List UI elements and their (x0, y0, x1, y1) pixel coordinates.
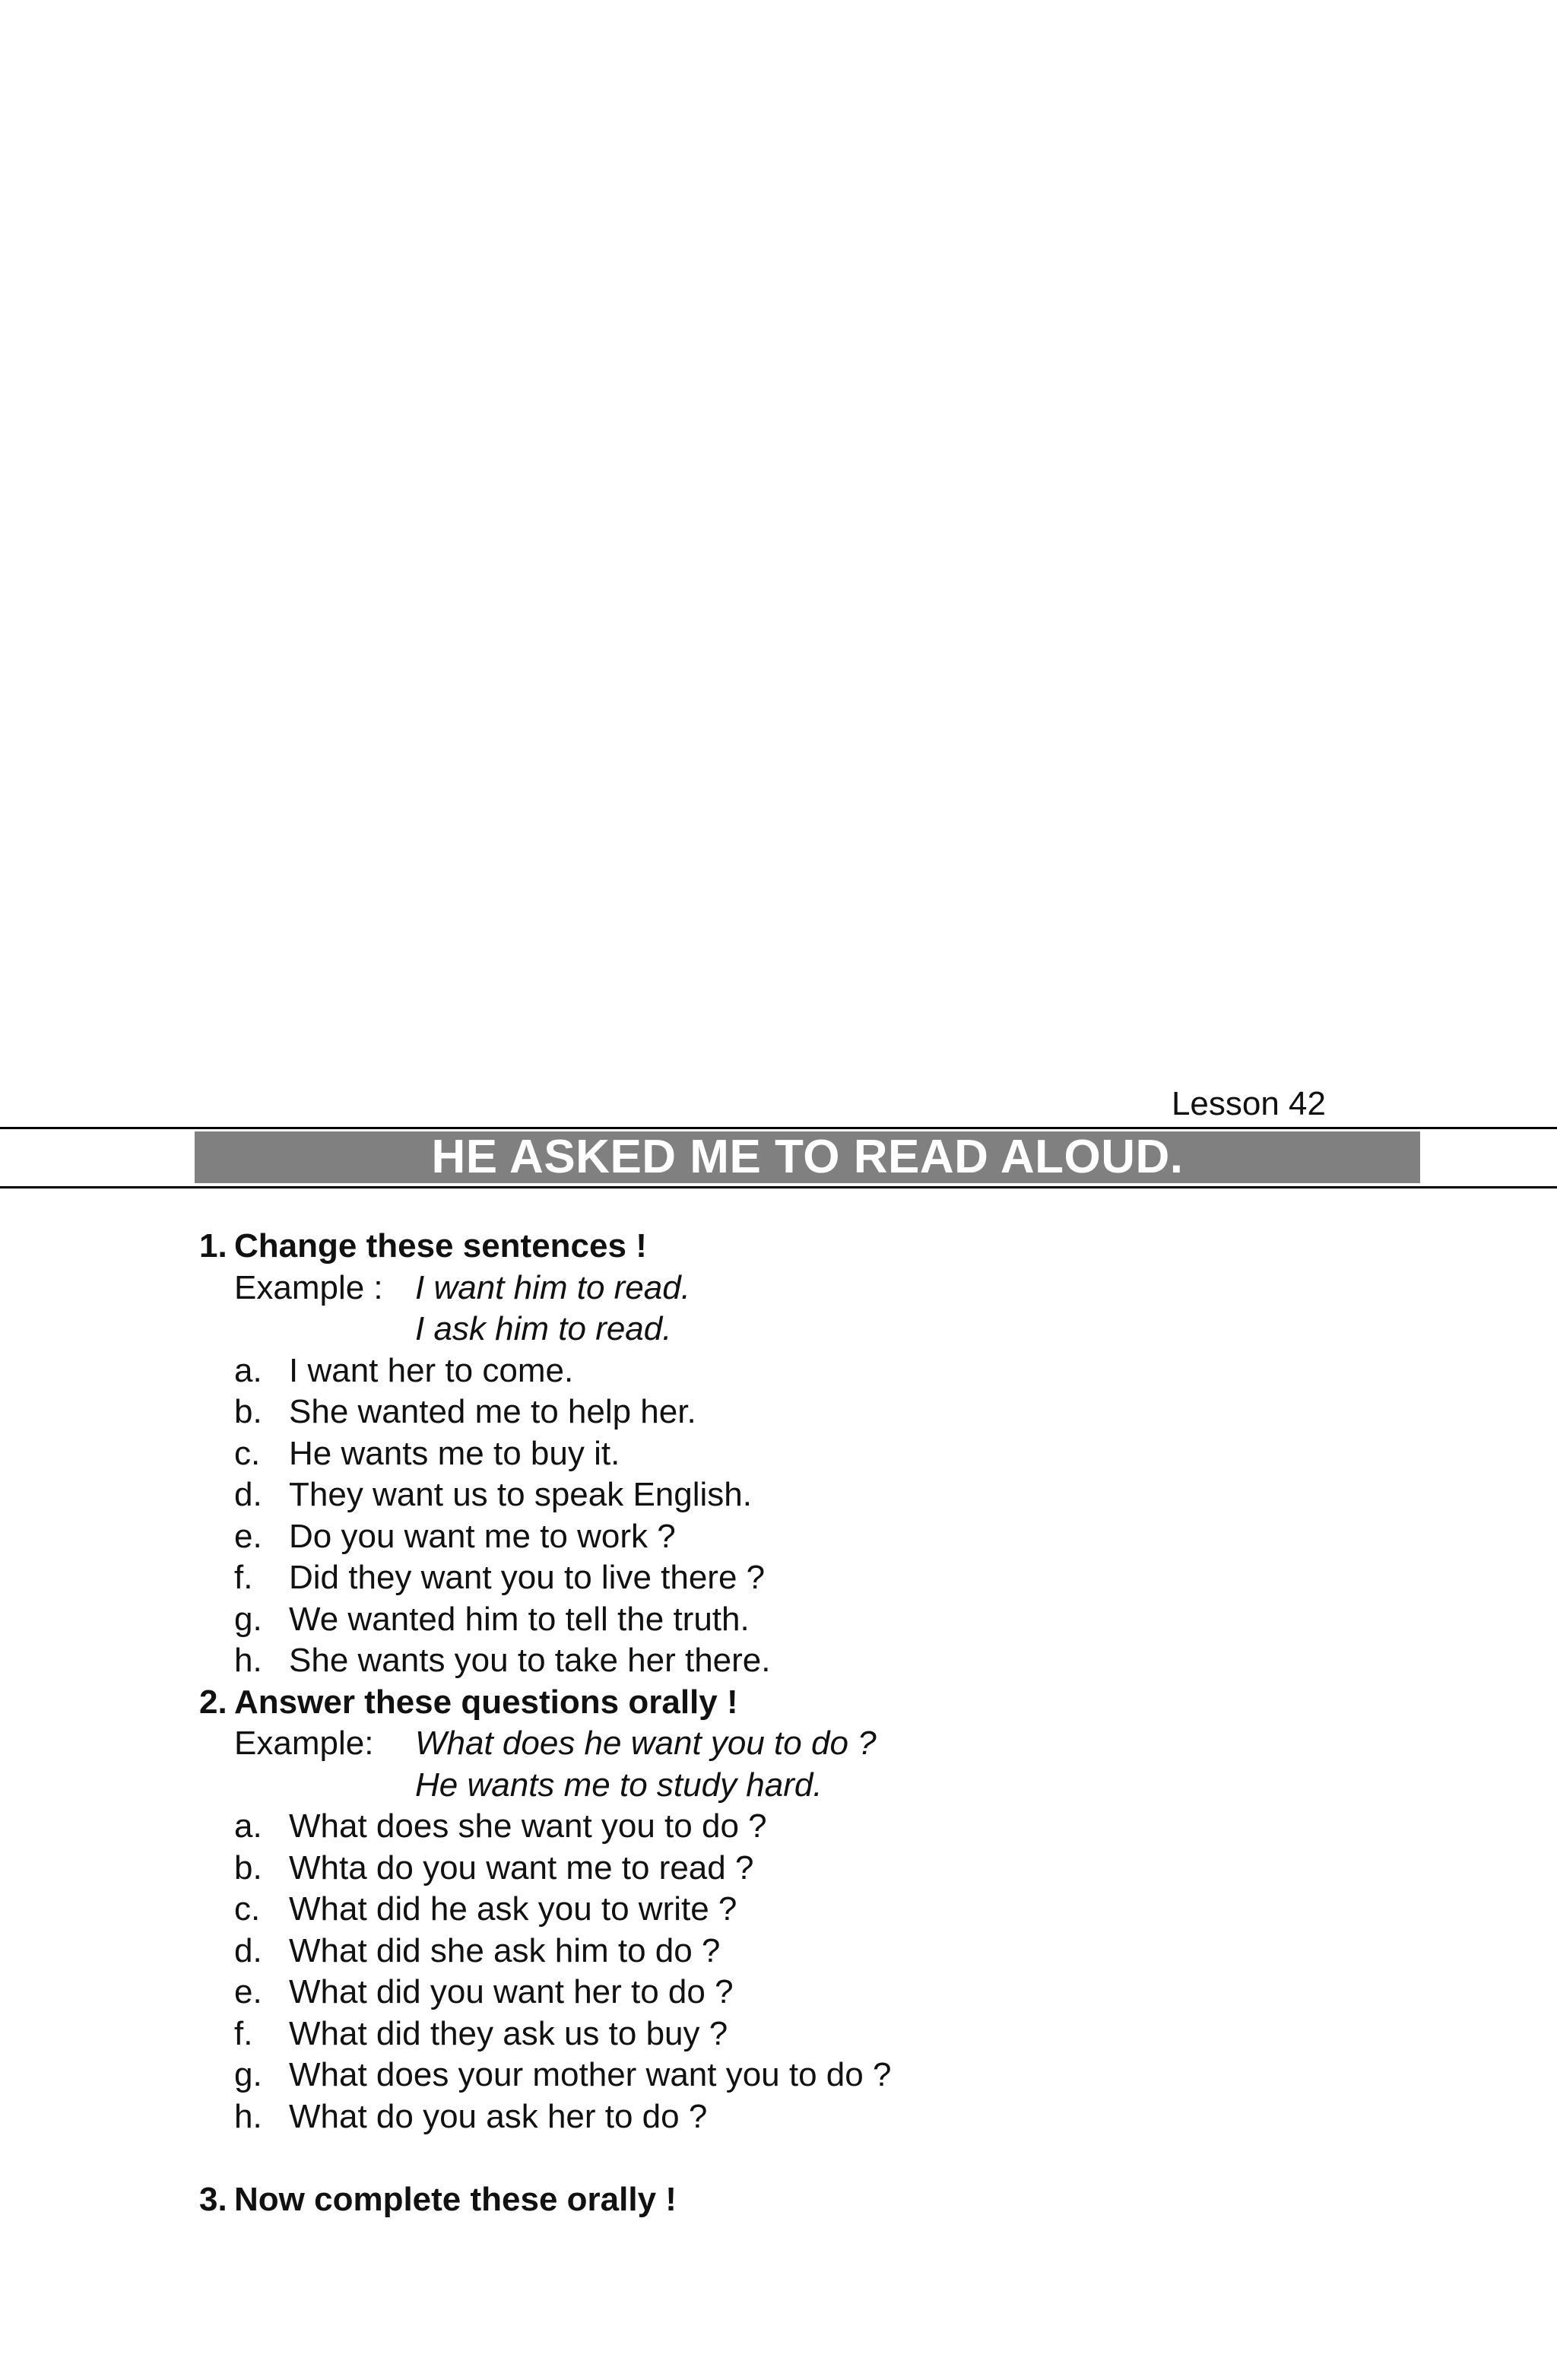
example-label: Example : (234, 1268, 383, 1306)
item-text: I want her to come. (289, 1351, 574, 1389)
lesson-number: Lesson 42 (1171, 1085, 1326, 1122)
item-letter: g. (234, 2056, 262, 2093)
example-line (199, 1723, 1492, 1765)
list-item (199, 1350, 1492, 1392)
list-item (199, 2055, 1492, 2096)
section-3-heading (199, 2179, 1492, 2221)
section-number: 1. (199, 1227, 227, 1265)
item-text: What does your mother want you to do ? (289, 2056, 892, 2093)
item-letter: c. (234, 1890, 261, 1928)
item-text: Did they want you to live there ? (289, 1559, 766, 1596)
item-text: What did you want her to do ? (289, 1973, 734, 2010)
list-item (199, 1640, 1492, 1682)
item-letter: d. (234, 1476, 262, 1513)
item-text: She wanted me to help her. (289, 1393, 696, 1430)
list-item (199, 1972, 1492, 2013)
lesson-title: HE ASKED ME TO READ ALOUD. (195, 1131, 1420, 1183)
item-letter: c. (234, 1434, 261, 1472)
item-text: She wants you to take her there. (289, 1642, 771, 1679)
item-text: What does she want you to do ? (289, 1807, 767, 1845)
item-letter: a. (234, 1807, 262, 1845)
example-line (199, 1765, 1492, 1807)
list-item (199, 1557, 1492, 1599)
list-item (199, 1806, 1492, 1848)
example-text: What does he want you to do ? (415, 1725, 877, 1762)
list-item (199, 1931, 1492, 1972)
item-text: What did they ask us to buy ? (289, 2014, 728, 2052)
item-text: He wants me to buy it. (289, 1434, 620, 1472)
exercise-content (199, 1226, 1492, 2220)
list-item (199, 1516, 1492, 1558)
list-item (199, 1599, 1492, 1641)
item-text: They want us to speak English. (289, 1476, 752, 1513)
example-line (199, 1309, 1492, 1350)
list-item (199, 1848, 1492, 1890)
item-letter: g. (234, 1600, 262, 1638)
example-text: He wants me to study hard. (415, 1766, 823, 1804)
list-item (199, 2013, 1492, 2055)
list-item (199, 1474, 1492, 1516)
item-text: What did he ask you to write ? (289, 1890, 737, 1928)
item-letter: e. (234, 1517, 262, 1555)
section-number: 2. (199, 1683, 227, 1721)
item-letter: b. (234, 1848, 262, 1887)
bottom-rule (0, 1186, 1557, 1188)
example-text: I want him to read. (415, 1268, 690, 1306)
section-title: Change these sentences ! (234, 1227, 647, 1265)
top-rule (0, 1127, 1557, 1129)
item-letter: h. (234, 2097, 262, 2135)
list-item (199, 1392, 1492, 1433)
item-letter: e. (234, 1973, 262, 2010)
section-1-heading (199, 1226, 1492, 1268)
section-2-heading (199, 1682, 1492, 1724)
example-label: Example: (234, 1725, 374, 1762)
list-item (199, 2096, 1492, 2138)
list-item (199, 1889, 1492, 1931)
item-text: We wanted him to tell the truth. (289, 1600, 750, 1638)
item-text: What do you ask her to do ? (289, 2097, 708, 2135)
item-letter: f. (234, 1559, 253, 1596)
spacer (199, 2137, 1492, 2179)
example-text: I ask him to read. (415, 1310, 672, 1347)
example-line (199, 1268, 1492, 1309)
item-text: Do you want me to work ? (289, 1517, 676, 1555)
list-item (199, 1433, 1492, 1475)
item-letter: b. (234, 1393, 262, 1430)
section-title: Now complete these orally ! (234, 2180, 677, 2218)
section-number: 3. (199, 2180, 227, 2218)
item-letter: d. (234, 1931, 262, 1969)
item-letter: a. (234, 1351, 262, 1389)
item-text: Whta do you want me to read ? (289, 1848, 754, 1887)
item-letter: f. (234, 2014, 253, 2052)
item-letter: h. (234, 1642, 262, 1679)
item-text: What did she ask him to do ? (289, 1931, 721, 1969)
section-title: Answer these questions orally ! (234, 1683, 738, 1721)
